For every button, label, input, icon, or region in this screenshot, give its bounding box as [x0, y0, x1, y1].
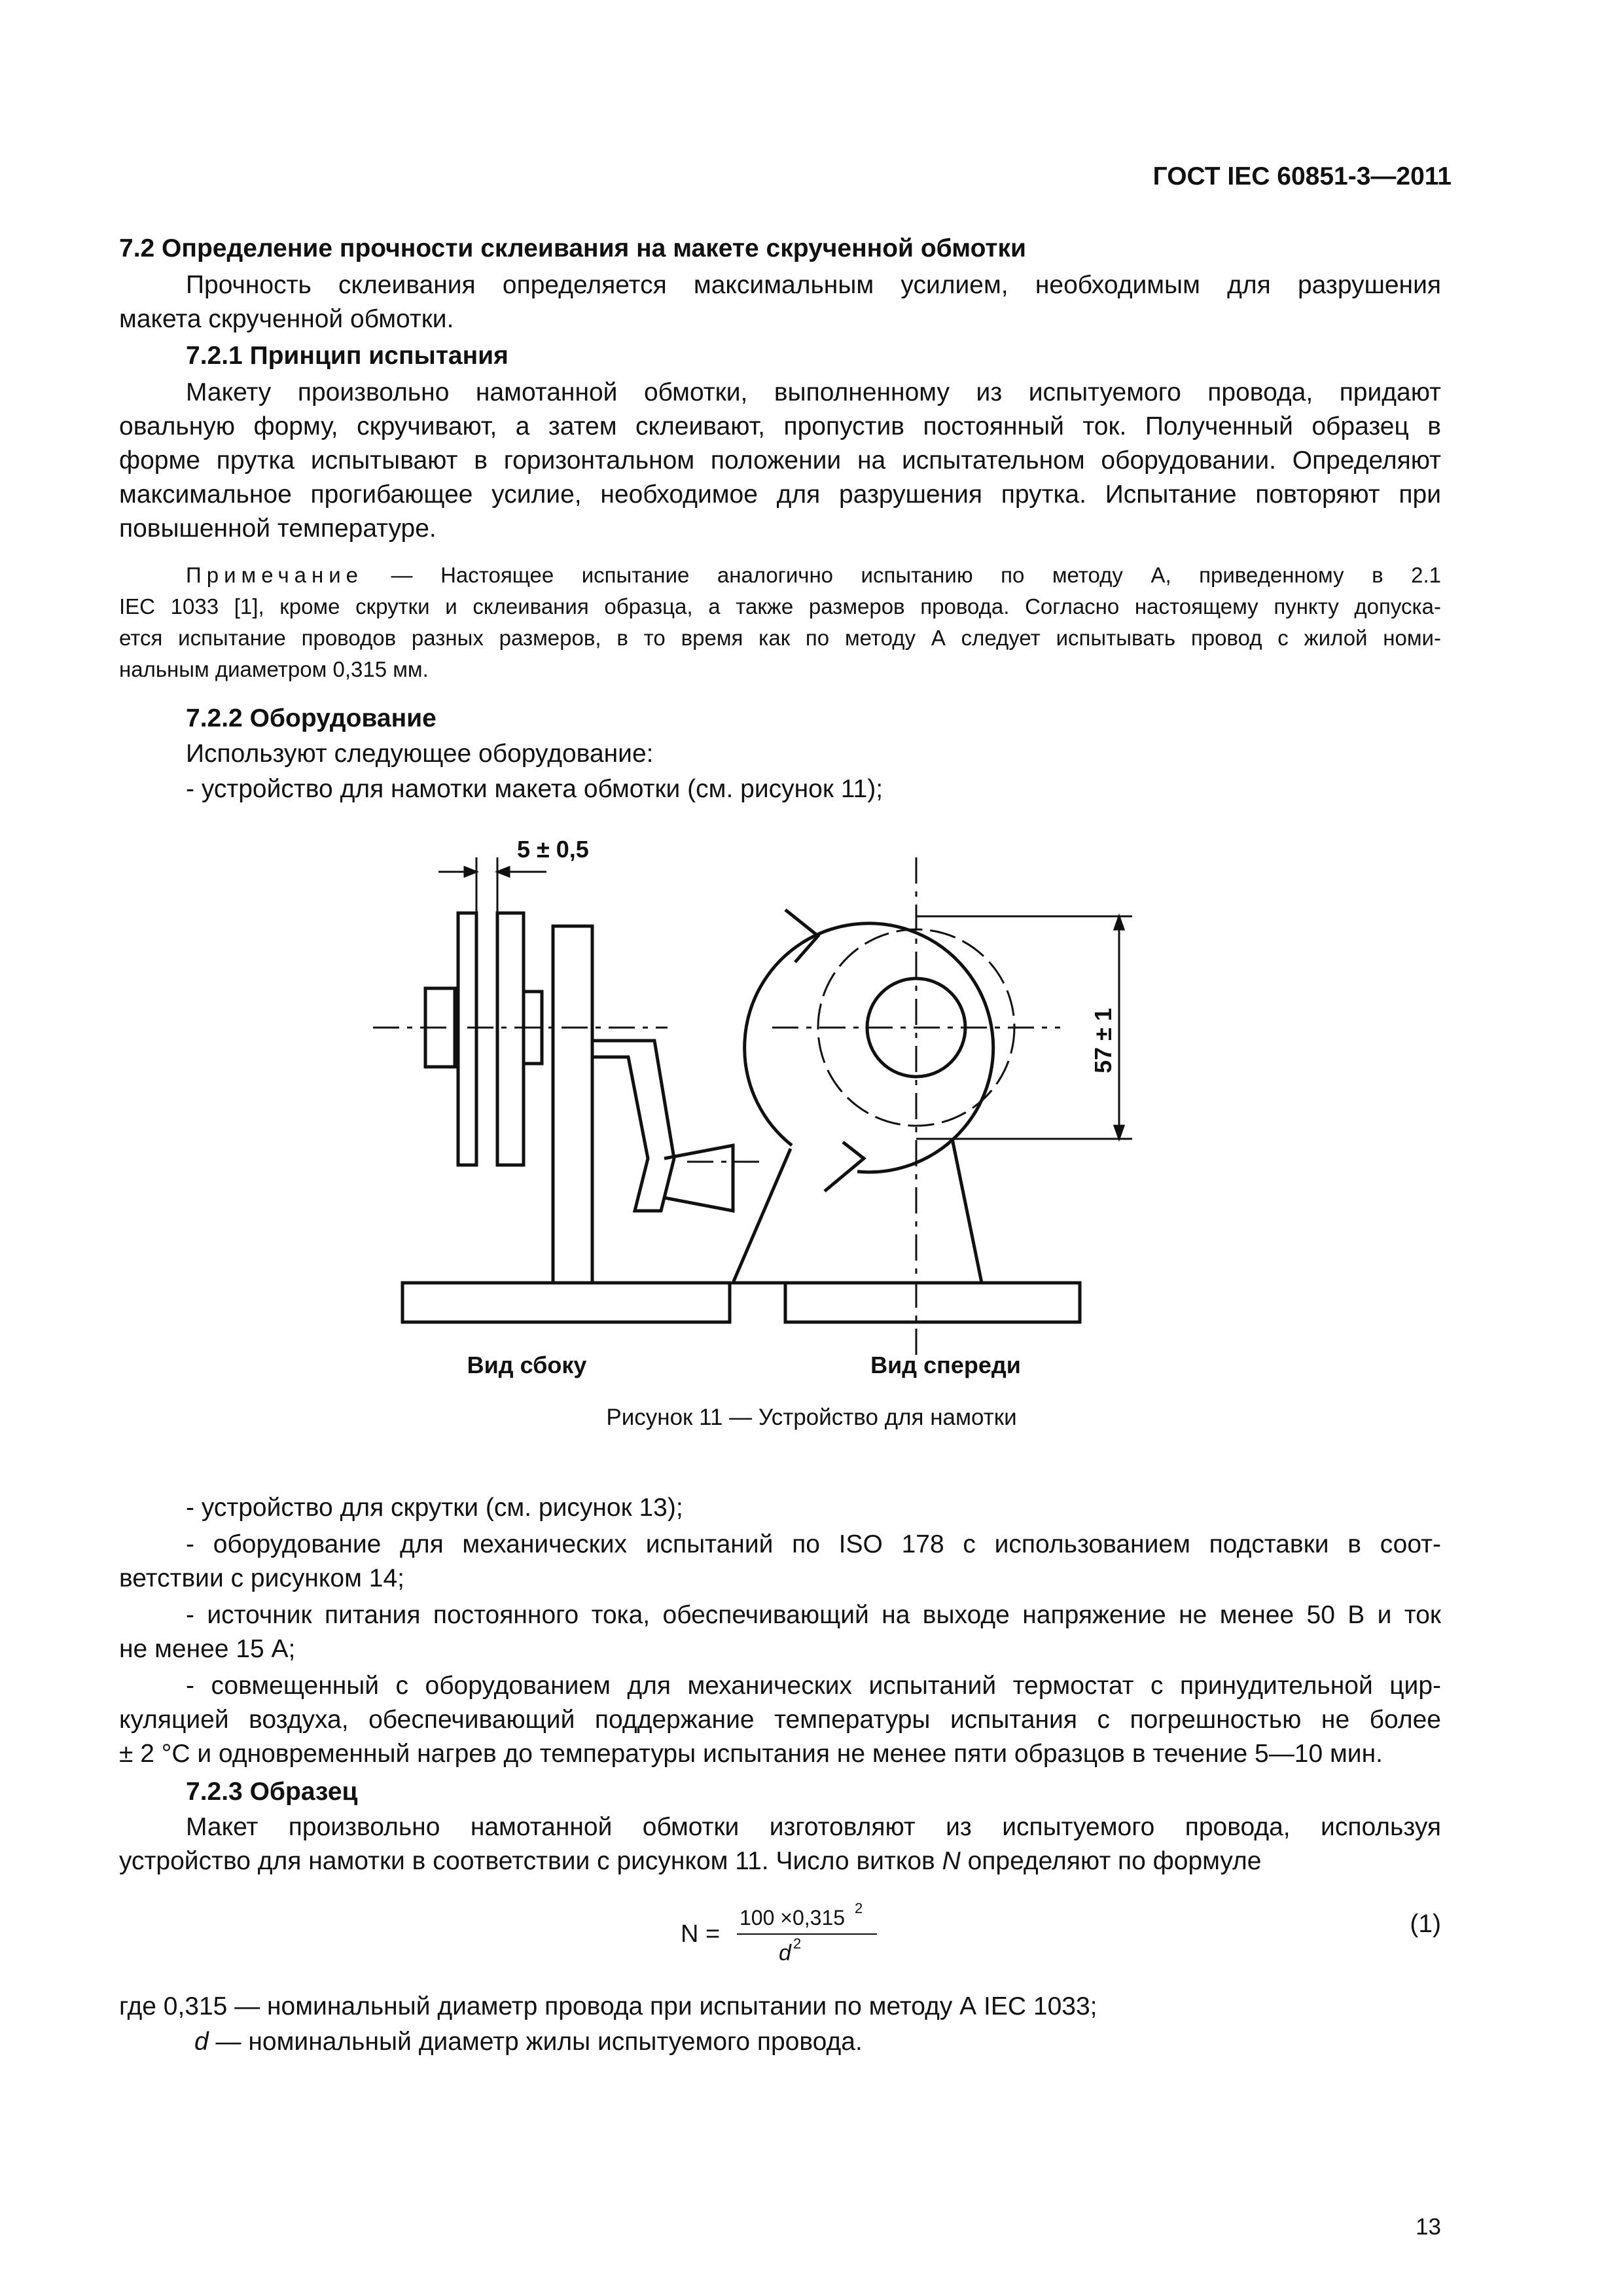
side-view-label: Вид сбоку [467, 1352, 587, 1378]
paragraph-line [119, 1844, 1441, 1878]
text-run: устройство для намотки в соответствии с рисунком 11. Число витков [119, 1847, 942, 1875]
note-line [119, 560, 1441, 590]
paragraph-line: форме прутка испытывают в горизонтальном положении на испытательном оборудовании. Определяют [119, 446, 1441, 475]
formula-numerator-exponent: 2 [855, 1901, 863, 1916]
page-number: 13 [1416, 2214, 1441, 2240]
paragraph-line: овальную форму, скручивают, а затем склеивают, пропустив постоянный ток. Полученный образец в [119, 412, 1441, 440]
list-item-continuation: ветствии с рисунком 14; [119, 1564, 404, 1592]
text-run: — номинальный диаметр жилы испытуемого провода. [208, 2028, 863, 2056]
formula-numerator: 100 ×0,315 [740, 1906, 846, 1929]
list-item-continuation: куляцией воздуха, обеспечивающий поддержание температуры испытания с погрешностью не более [119, 1706, 1441, 1734]
note-label: Примечание [186, 563, 364, 587]
variable-n: N [942, 1847, 961, 1875]
formula-lhs: N = [681, 1920, 721, 1948]
dimension-width-label: 5 ± 0,5 [517, 836, 589, 863]
formula-denominator: d [779, 1941, 791, 1965]
list-item: - оборудование для механических испытаний по ISO 178 с использованием подставки в соот- [186, 1530, 1441, 1558]
section-7-2-3-heading: 7.2.3 Образец [186, 1778, 358, 1806]
text-run: определяют по формуле [960, 1847, 1262, 1875]
dimension-height-label: 57 ± 1 [1090, 1008, 1116, 1073]
figure-caption: Рисунок 11 — Устройство для намотки [606, 1405, 1017, 1430]
note-text: — Настоящее испытание аналогично испытанию по методу А, приведенному в 2.1 [391, 563, 1442, 587]
list-item: - совмещенный с оборудованием для механических испытаний термостат с принудительной цир- [186, 1672, 1441, 1700]
paragraph-line: повышенной температуре. [119, 514, 437, 543]
front-view-drawing [733, 910, 1080, 1322]
figure-winding-device [366, 831, 1296, 1407]
paragraph-line: макета скрученной обмотки. [119, 305, 454, 333]
standard-header: ГОСТ IEC 60851-3—2011 [1152, 162, 1452, 190]
side-view-drawing [402, 913, 733, 1322]
paragraph-line: Прочность склеивания определяется максимальным усилием, необходимым для разрушения [186, 271, 1441, 299]
where-line: где 0,315 — номинальный диаметр провода при испытании по методу А IEC 1033; [119, 1992, 1097, 2020]
front-view-label: Вид спереди [870, 1352, 1021, 1378]
paragraph-line: Макет произвольно намотанной обмотки изготовляют из испытуемого провода, используя [186, 1813, 1441, 1841]
formula-1 [681, 1901, 903, 1967]
paragraph-line: максимальное прогибающее усилие, необходимое для разрушения прутка. Испытание повторяют при [119, 480, 1441, 509]
list-item: - устройство для намотки макета обмотки (см. рисунок 11); [186, 775, 883, 803]
paragraph-line: Используют следующее оборудование: [186, 740, 654, 768]
note-line: IEC 1033 [1], кроме скрутки и склеивания образца, а также размеров провода. Согласно настоящему пункту допуска- [119, 594, 1441, 619]
paragraph-line: Макету произвольно намотанной обмотки, выполненному из испытуемого провода, придают [186, 378, 1441, 406]
list-item: - устройство для скрутки (см. рисунок 13); [186, 1494, 683, 1522]
list-item: - источник питания постоянного тока, обеспечивающий на выходе напряжение не менее 50 В и ток [186, 1601, 1441, 1629]
formula-denominator-exponent: 2 [793, 1935, 802, 1952]
section-7-2-1-heading: 7.2.1 Принцип испытания [186, 342, 508, 370]
section-7-2-heading: 7.2 Определение прочности склеивания на макете скрученной обмотки [119, 234, 1027, 262]
list-item-continuation: ± 2 °С и одновременный нагрев до температуры испытания не менее пяти образцов в течение 5—10 мин. [119, 1740, 1383, 1768]
note-line: нальным диаметром 0,315 мм. [119, 657, 429, 681]
where-line [119, 2025, 1441, 2059]
variable-d: d [194, 2028, 209, 2056]
equation-number: (1) [1410, 1910, 1441, 1938]
list-item-continuation: не менее 15 А; [119, 1635, 296, 1663]
note-line: ется испытание проводов разных размеров, в то время как по методу А следует испытывать провод с жилой номи- [119, 626, 1441, 650]
section-7-2-2-heading: 7.2.2 Оборудование [186, 704, 437, 732]
